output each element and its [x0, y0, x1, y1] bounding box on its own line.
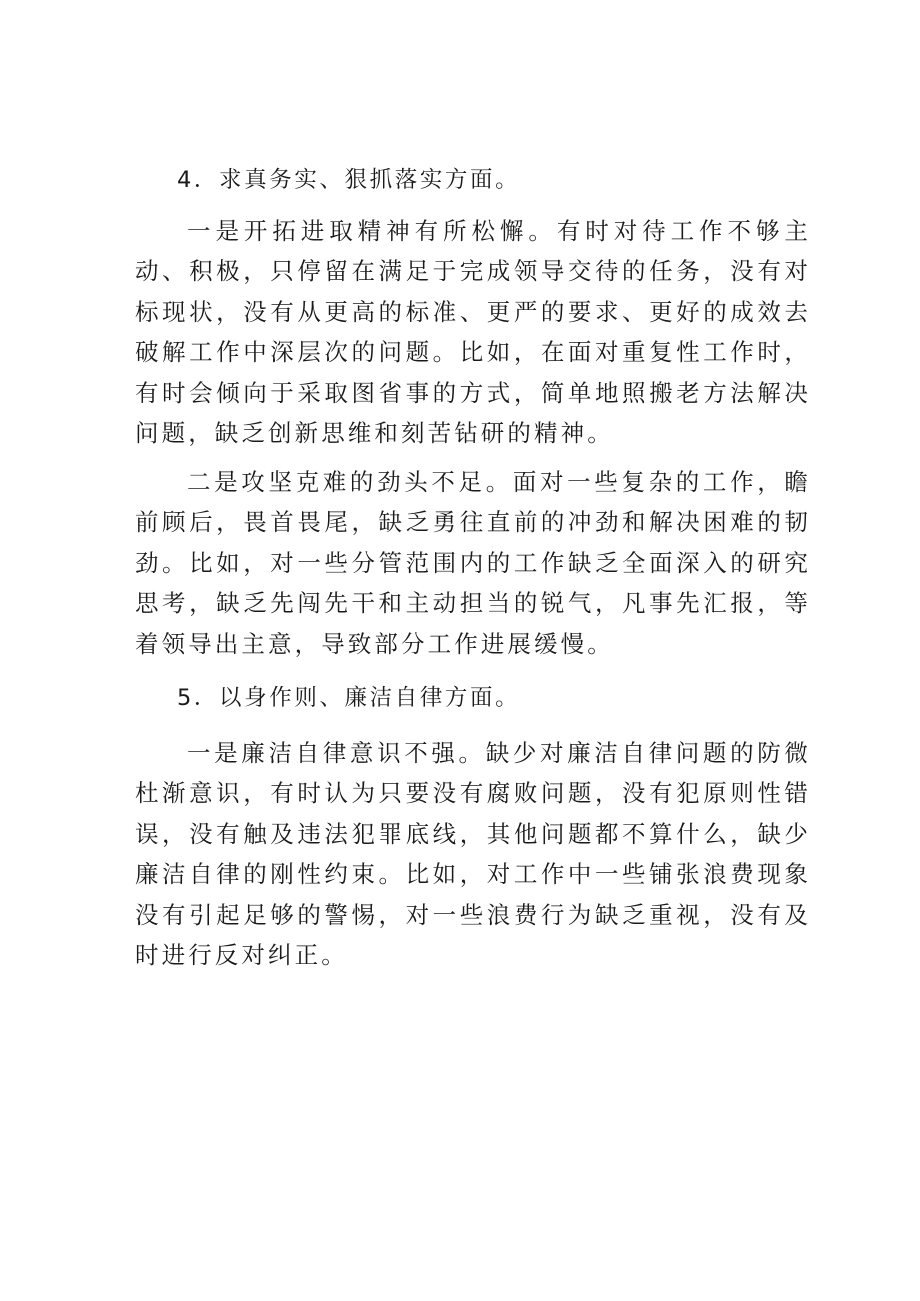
document-body — [135, 160, 811, 976]
section-heading-5: 5．以身作则、廉洁自律方面。 — [177, 685, 521, 711]
paragraph: 二是攻坚克难的劲头不足。面对一些复杂的工作，瞻前顾后，畏首畏尾，缺乏勇往直前的冲劲和解决困难的韧劲。比如，对一些分管范围内的工作缺乏全面深入的研究思考，缺乏先闯先干和主动担当的锐气，凡事先汇报，等着领导出主意，导致部分工作进展缓慢。 — [135, 467, 811, 658]
paragraph: 一是开拓进取精神有所松懈。有时对待工作不够主动、积极，只停留在满足于完成领导交待的任务，没有对标现状，没有从更高的标准、更严的要求、更好的成效去破解工作中深层次的问题。比如，在面对重复性工作时，有时会倾向于采取图省事的方式，简单地照搬老方法解决问题，缺乏创新思维和刻苦钻研的精神。 — [135, 216, 811, 447]
paragraph: 一是廉洁自律意识不强。缺少对廉洁自律问题的防微杜渐意识，有时认为只要没有腐败问题，没有犯原则性错误，没有触及违法犯罪底线，其他问题都不算什么，缺少廉洁自律的刚性约束。比如，对工作中一些铺张浪费现象没有引起足够的警惕，对一些浪费行为缺乏重视，没有及时进行反对纠正。 — [135, 738, 811, 969]
section-heading-4: 4．求真务实、狠抓落实方面。 — [177, 167, 521, 193]
